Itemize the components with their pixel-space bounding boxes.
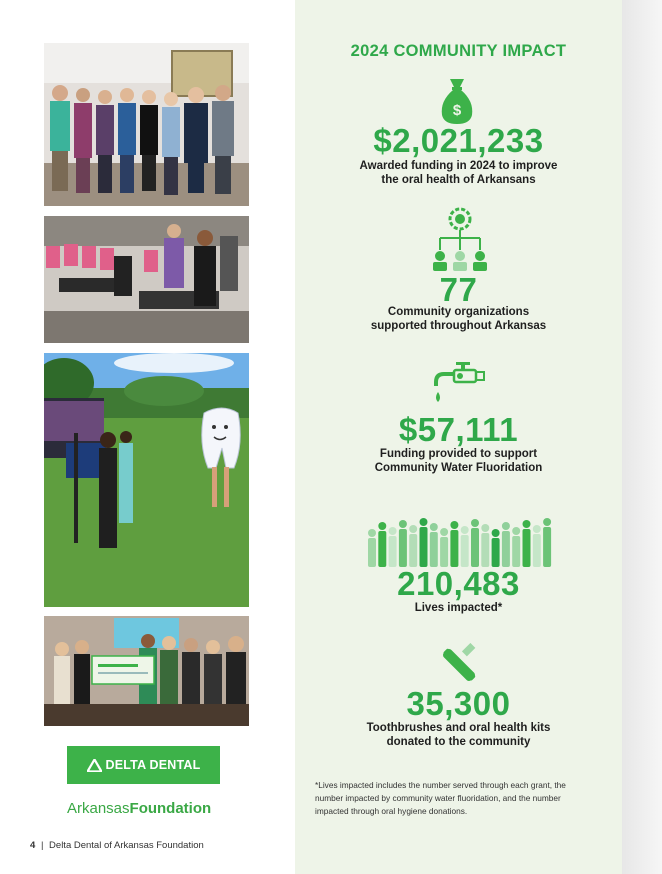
- crowd-figure-head: [368, 529, 376, 537]
- crowd-figure-head: [420, 518, 428, 526]
- page-edge: [622, 0, 662, 874]
- foundation-wordmark: [67, 800, 227, 817]
- crowd-figure-head: [523, 520, 531, 528]
- crowd-figure-body: [378, 531, 386, 567]
- crowd-figure-body: [409, 534, 417, 567]
- stat-toothbrushes-value: 35,300: [406, 685, 511, 722]
- stat-fluoridation-desc: [295, 447, 622, 475]
- stat-funding-line1: Awarded funding in 2024 to improve: [359, 160, 558, 172]
- crowd-figure-head: [502, 522, 510, 530]
- crowd-figure-head: [512, 527, 520, 535]
- crowd-figure-head: [440, 528, 448, 536]
- crowd-figure-body: [368, 538, 376, 567]
- crowd-figure-body: [543, 527, 551, 567]
- crowd-figure-body: [450, 530, 458, 567]
- crowd-icon: [364, 515, 554, 567]
- organization-network-icon: [431, 205, 489, 275]
- crowd-figure-body: [471, 528, 479, 567]
- crowd-figure-body: [440, 537, 448, 567]
- stat-organizations-value: 77: [439, 271, 478, 308]
- stat-lives-value: 210,483: [397, 565, 520, 602]
- crowd-figure-head: [533, 525, 541, 533]
- crowd-figure-body: [420, 527, 428, 567]
- delta-triangle-icon: [87, 759, 102, 772]
- stat-organizations-line2: supported throughout Arkansas: [370, 320, 547, 332]
- toothbrush-paste-icon: [437, 643, 481, 687]
- water-faucet-icon: [432, 360, 486, 406]
- foundation-part2: Foundation: [129, 800, 212, 817]
- crowd-figure-body: [430, 532, 438, 567]
- crowd-figure-head: [430, 523, 438, 531]
- logo-text: DELTA DENTAL: [105, 758, 201, 772]
- crowd-figure-head: [389, 527, 397, 535]
- page-footer: [30, 840, 204, 851]
- crowd-figure-head: [481, 524, 489, 532]
- crowd-figure-head: [461, 526, 469, 534]
- stat-fluoridation-line2: Community Water Fluoridation: [374, 462, 543, 474]
- crowd-figure-body: [512, 536, 520, 567]
- crowd-figure-head: [409, 525, 417, 533]
- crowd-figure-head: [378, 522, 386, 530]
- check-presentation-photo: [44, 616, 249, 726]
- crowd-figure-head: [543, 518, 551, 526]
- stat-toothbrushes-line1: Toothbrushes and oral health kits: [366, 722, 551, 734]
- crowd-figure-head: [492, 529, 500, 537]
- footer-org-name: Delta Dental of Arkansas Foundation: [49, 840, 204, 851]
- stat-lives-desc: [295, 601, 622, 615]
- crowd-figure-body: [461, 535, 469, 567]
- stat-toothbrushes-line2: donated to the community: [386, 736, 531, 748]
- crowd-figure-head: [399, 520, 407, 528]
- group-photo-staff: [44, 43, 249, 206]
- dental-clinic-event-photo: [44, 216, 249, 343]
- stat-lives-line1: Lives impacted*: [414, 602, 503, 614]
- panel-title: 2024 COMMUNITY IMPACT: [350, 42, 567, 60]
- footer-separator: |: [40, 840, 44, 851]
- crowd-figure-body: [492, 538, 500, 567]
- page-number: 4: [30, 840, 36, 851]
- crowd-figure-body: [481, 533, 489, 567]
- stat-fluoridation-line1: Funding provided to support: [379, 448, 538, 460]
- stat-fluoridation-value: $57,111: [398, 411, 519, 448]
- footnote: *Lives impacted includes the number served through each grant, the number impacted by community water fluoridation, and the number impacted through oral hygiene donations.: [315, 780, 566, 816]
- stat-organizations-desc: [295, 305, 622, 333]
- stat-organizations-line1: Community organizations: [387, 306, 530, 318]
- crowd-figure-head: [471, 519, 479, 527]
- crowd-figure-head: [450, 521, 458, 529]
- stat-toothbrushes-desc: [295, 721, 622, 749]
- crowd-figure-body: [523, 529, 531, 567]
- crowd-figure-body: [399, 529, 407, 567]
- svg-text:$: $: [452, 102, 462, 119]
- delta-dental-logo: [67, 746, 220, 784]
- crowd-figure-body: [502, 531, 510, 567]
- money-bag-icon: [438, 75, 476, 125]
- outdoor-tooth-mascot-photo: [44, 353, 249, 607]
- stat-funding-value: $2,021,233: [373, 122, 544, 159]
- crowd-figure-body: [389, 536, 397, 567]
- stat-funding-line2: the oral health of Arkansans: [381, 174, 536, 186]
- stat-funding-desc: [295, 159, 622, 187]
- foundation-part1: Arkansas: [67, 800, 130, 817]
- crowd-figure-body: [533, 534, 541, 567]
